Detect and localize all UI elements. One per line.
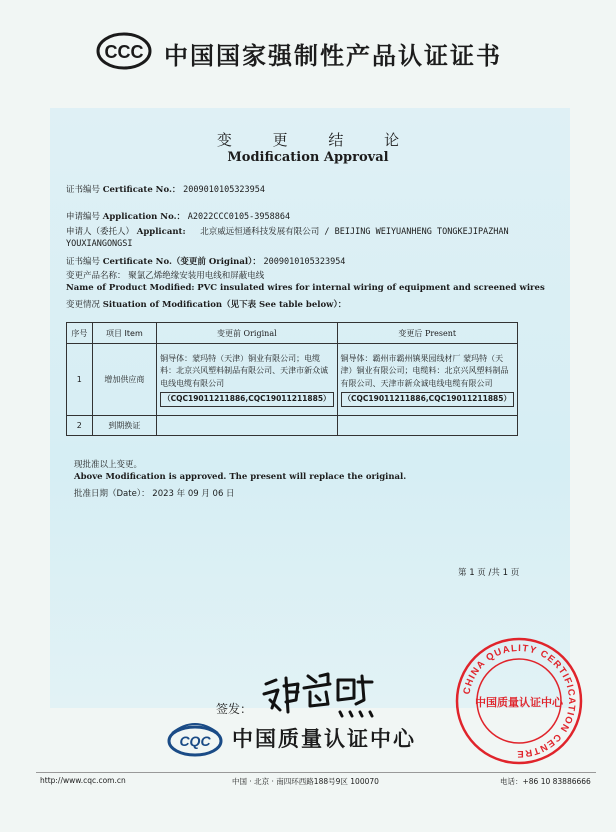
cqc-logo-icon [166,719,224,759]
approval-en: Above Modification is approved. The present will replace the original. [74,472,407,482]
seal-inner-text: 中国质量认证中心 [475,696,563,709]
signature-icon [258,670,378,720]
cqc-logo-text: CQC [179,733,211,749]
approval-date-label: 批准日期（Date）： [74,489,150,499]
product-name-label-cn: 变更产品名称： [66,271,126,281]
row-present [337,344,517,416]
header-original: 变更前 Original [157,323,337,344]
header-item: 项目 Item [92,323,156,344]
application-no-label-en: Application No.： [102,212,186,222]
modification-title-en: Modification Approval [227,150,389,165]
row-item: 到期换证 [92,416,156,436]
product-name-en-line [66,283,545,293]
footer-address: 中国 · 北京 · 南四环西路188号9区 100070 [232,777,379,786]
row-present-text: 铜导体：霸州市霸州镇果园线材厂 蒙玛特（天津）铜业有限公司；电缆料：北京兴风塑料制品有限公司、天津市新众诚电线电缆有限公司 [340,353,509,388]
table-header-row [67,323,518,344]
table-row [67,344,518,416]
signature-label: 签发： [216,702,253,716]
row-present-codes: （CQC19011211886,CQC19011211885） [341,392,514,407]
original-cert-value: 2009010105323954 [263,257,346,267]
seal-ring-text: CHINA QUALITY CERTIFICATION CENTRE [461,642,578,760]
original-cert-label-cn: 证书编号 [66,257,101,267]
page-info: 第 1 页 /共 1 页 [458,568,520,578]
certificate-no-label-cn: 证书编号 [66,185,101,195]
row-no: 1 [67,344,93,416]
footer-phone: 电话：+86 10 83886666 [500,777,591,786]
approval-cn: 现批准以上变更。 [74,460,143,470]
official-seal-icon [454,636,584,766]
applicant-label-cn: 申请人（委托人） [66,227,135,237]
certificate-header [96,32,536,72]
original-cert-line [66,255,345,267]
product-name-label-en: Name of Product Modified: [66,283,195,293]
row-original-codes: （CQC19011211886,CQC19011211885） [160,392,333,407]
application-no-value: A2022CCC0105-3958864 [187,212,291,222]
certificate-no-line [66,183,265,195]
approval-date-value: 2023 年 09 月 06 日 [152,489,235,499]
row-original [157,344,337,416]
certificate-title: 中国国家强制性产品认证证书 [164,42,502,70]
certificate-no-value: 2009010105323954 [183,185,266,195]
ccc-logo-text: CCC [104,42,144,62]
row-no: 2 [67,416,93,436]
applicant-value-line2: YOUXIANGONGSI [66,239,133,249]
row-item: 增加供应商 [92,344,156,416]
applicant-value-line1: 北京威远恒通科技发展有限公司 / BEIJING WEIYUANHENG TONGKEJIPAZHAN [200,227,509,237]
approval-date-line [74,487,235,499]
header-no: 序号 [67,323,93,344]
application-no-line [66,210,290,222]
situation-label-en: Situation of Modification（见下表 See table below）： [102,300,347,310]
footer-website: http://www.cqc.com.cn [40,776,126,785]
applicant-label-en: Applicant: [136,227,186,237]
situation-line [66,298,346,310]
row-present [337,416,517,436]
application-no-label-cn: 申请编号 [66,212,101,222]
ccc-logo-icon [96,32,152,70]
issuer-name: 中国质量认证中心 [232,727,416,751]
footer-divider [36,772,596,773]
modification-table [66,322,518,436]
row-original [157,416,337,436]
product-name-value-cn: 聚氯乙烯绝缘安装用电线和屏蔽电线 [128,271,265,281]
original-cert-label-en: Certificate No.（变更前 Original）： [102,257,261,267]
table-row [67,416,518,436]
certificate-no-label-en: Certificate No.： [102,185,181,195]
situation-label-cn: 变更情况 [66,300,101,310]
row-original-text: 铜导体：蒙玛特（天津）铜业有限公司；电缆料：北京兴风塑料制品有限公司、天津市新众诚电线电缆有限公司 [160,353,329,388]
modification-title-cn: 变 更 结 论 [216,131,418,149]
applicant-line [66,225,509,237]
header-present: 变更后 Present [337,323,517,344]
product-name-cn-line [66,269,264,281]
product-name-value-en: PVC insulated wires for internal wiring of equipment and screened wires [197,283,545,293]
